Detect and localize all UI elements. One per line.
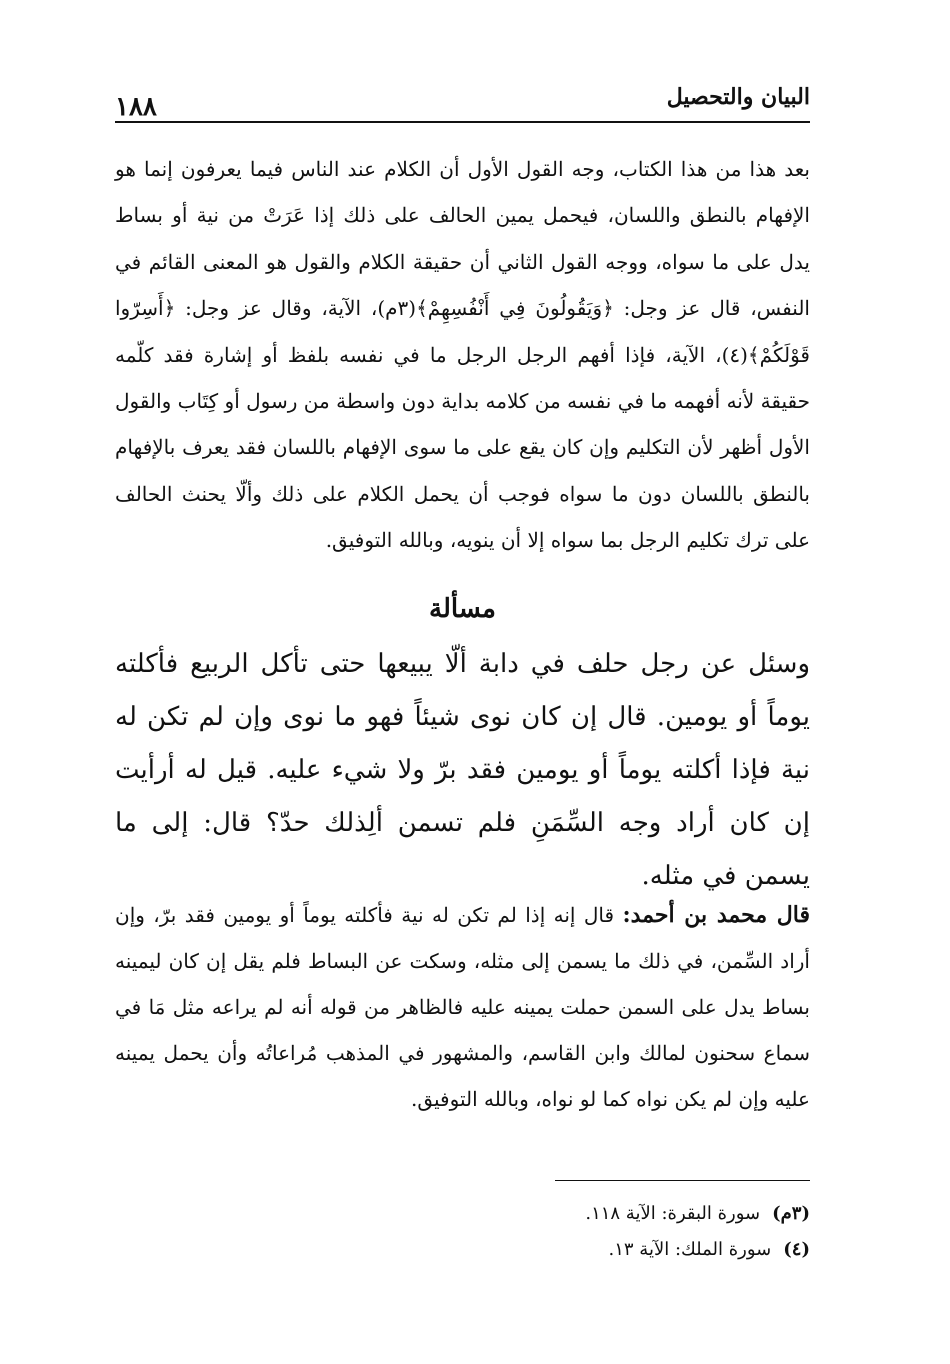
footnote-item — [420, 1232, 810, 1268]
header-rule — [115, 121, 810, 123]
paragraph-1-text: بعد هذا من هذا الكتاب، وجه القول الأول أن الكلام عند الناس فيما يعرفون إنما هو الإفهام بالنطق واللسان، فيحمل يمين الحالف على ذلك إذا عَرَتْ من نية أو بساط يدل على ما سواه، ووجه القول الثاني أن حقيقة الكلام والقول هو المعنى القائم في النفس، قال عز وجل: ﴿وَيَقُولُونَ فِي أَنْفُسِهِمْ﴾(٣م)، الآية، وقال عز وجل: ﴿أَسِرّوا قَوْلَكُمْ﴾(٤)، الآية، فإذا أفهم الرجل الرجل ما في نفسه بلفظ أو إشارة فقد كلّمه حقيقة لأنه أفهمه ما في نفسه من كلامه بداية دون واسطة من رسول أو كِتَاب والقول الأول أظهر لأن التكليم وإن كان يقع على ما سوى الإفهام باللسان فقد يعرف بالإفهام بالنطق باللسان دون ما سواه فوجب أن يحمل الكلام على ذلك وألّا يحنث الحالف على ترك تكليم الرجل بما سواه إلا أن ينويه، وبالله التوفيق. — [115, 157, 810, 553]
running-header — [115, 78, 810, 122]
paragraph-2 — [115, 638, 810, 903]
footnote-item — [420, 1196, 810, 1232]
footnote-text: سورة الملك: الآية ١٣. — [608, 1239, 772, 1260]
paragraph-3-text: قال إنه إذا لم تكن له نية فأكلته يوماً أو يومين فقد برّ، وإن أراد السِّمن، في ذلك ما يسمن إلى مثله، وسكت عن البساط فلم يقل إن كان ليمينه بساط يدل على السمن حملت يمينه عليه فالظاهر من قوله أنه لم يراعه مثل مَا في سماع سحنون لمالك وابن القاسم، والمشهور في المذهب مُراعاتُه وأن يحمل يمينه عليه وإن لم يكن نواه كما لو نواه، وبالله التوفيق. — [115, 903, 810, 1111]
section-heading: مسألة — [429, 594, 496, 624]
footnotes — [420, 1196, 810, 1268]
footnote-mark: (٤) — [783, 1239, 810, 1260]
footnote-rule — [555, 1180, 810, 1181]
page-number: ١٨٨ — [115, 92, 157, 122]
paragraph-2-text: وسئل عن رجل حلف في دابة ألّا يبيعها حتى تأكل الربيع فأكلته يوماً أو يومين. قال إن كان نوى شيئاً فهو ما نوى وإن لم تكن له نية فإذا أكلته يوماً أو يومين فقد برّ ولا شيء عليه. قيل له أرأيت إن كان أراد وجه السِّمَنِ فلم تسمن ألِذلك حدّ؟ قال: إلى ما يسمن في مثله. — [115, 649, 810, 891]
footnote-mark: (٣م) — [772, 1203, 810, 1224]
footnote-text: سورة البقرة: الآية ١١٨. — [585, 1203, 761, 1224]
commentator-label: قال محمد بن أحمد: — [622, 902, 811, 928]
paragraph-3-body — [115, 892, 810, 1122]
paragraph-3 — [115, 892, 810, 1122]
paragraph-1 — [115, 146, 810, 564]
running-title: البيان والتحصيل — [666, 84, 810, 110]
